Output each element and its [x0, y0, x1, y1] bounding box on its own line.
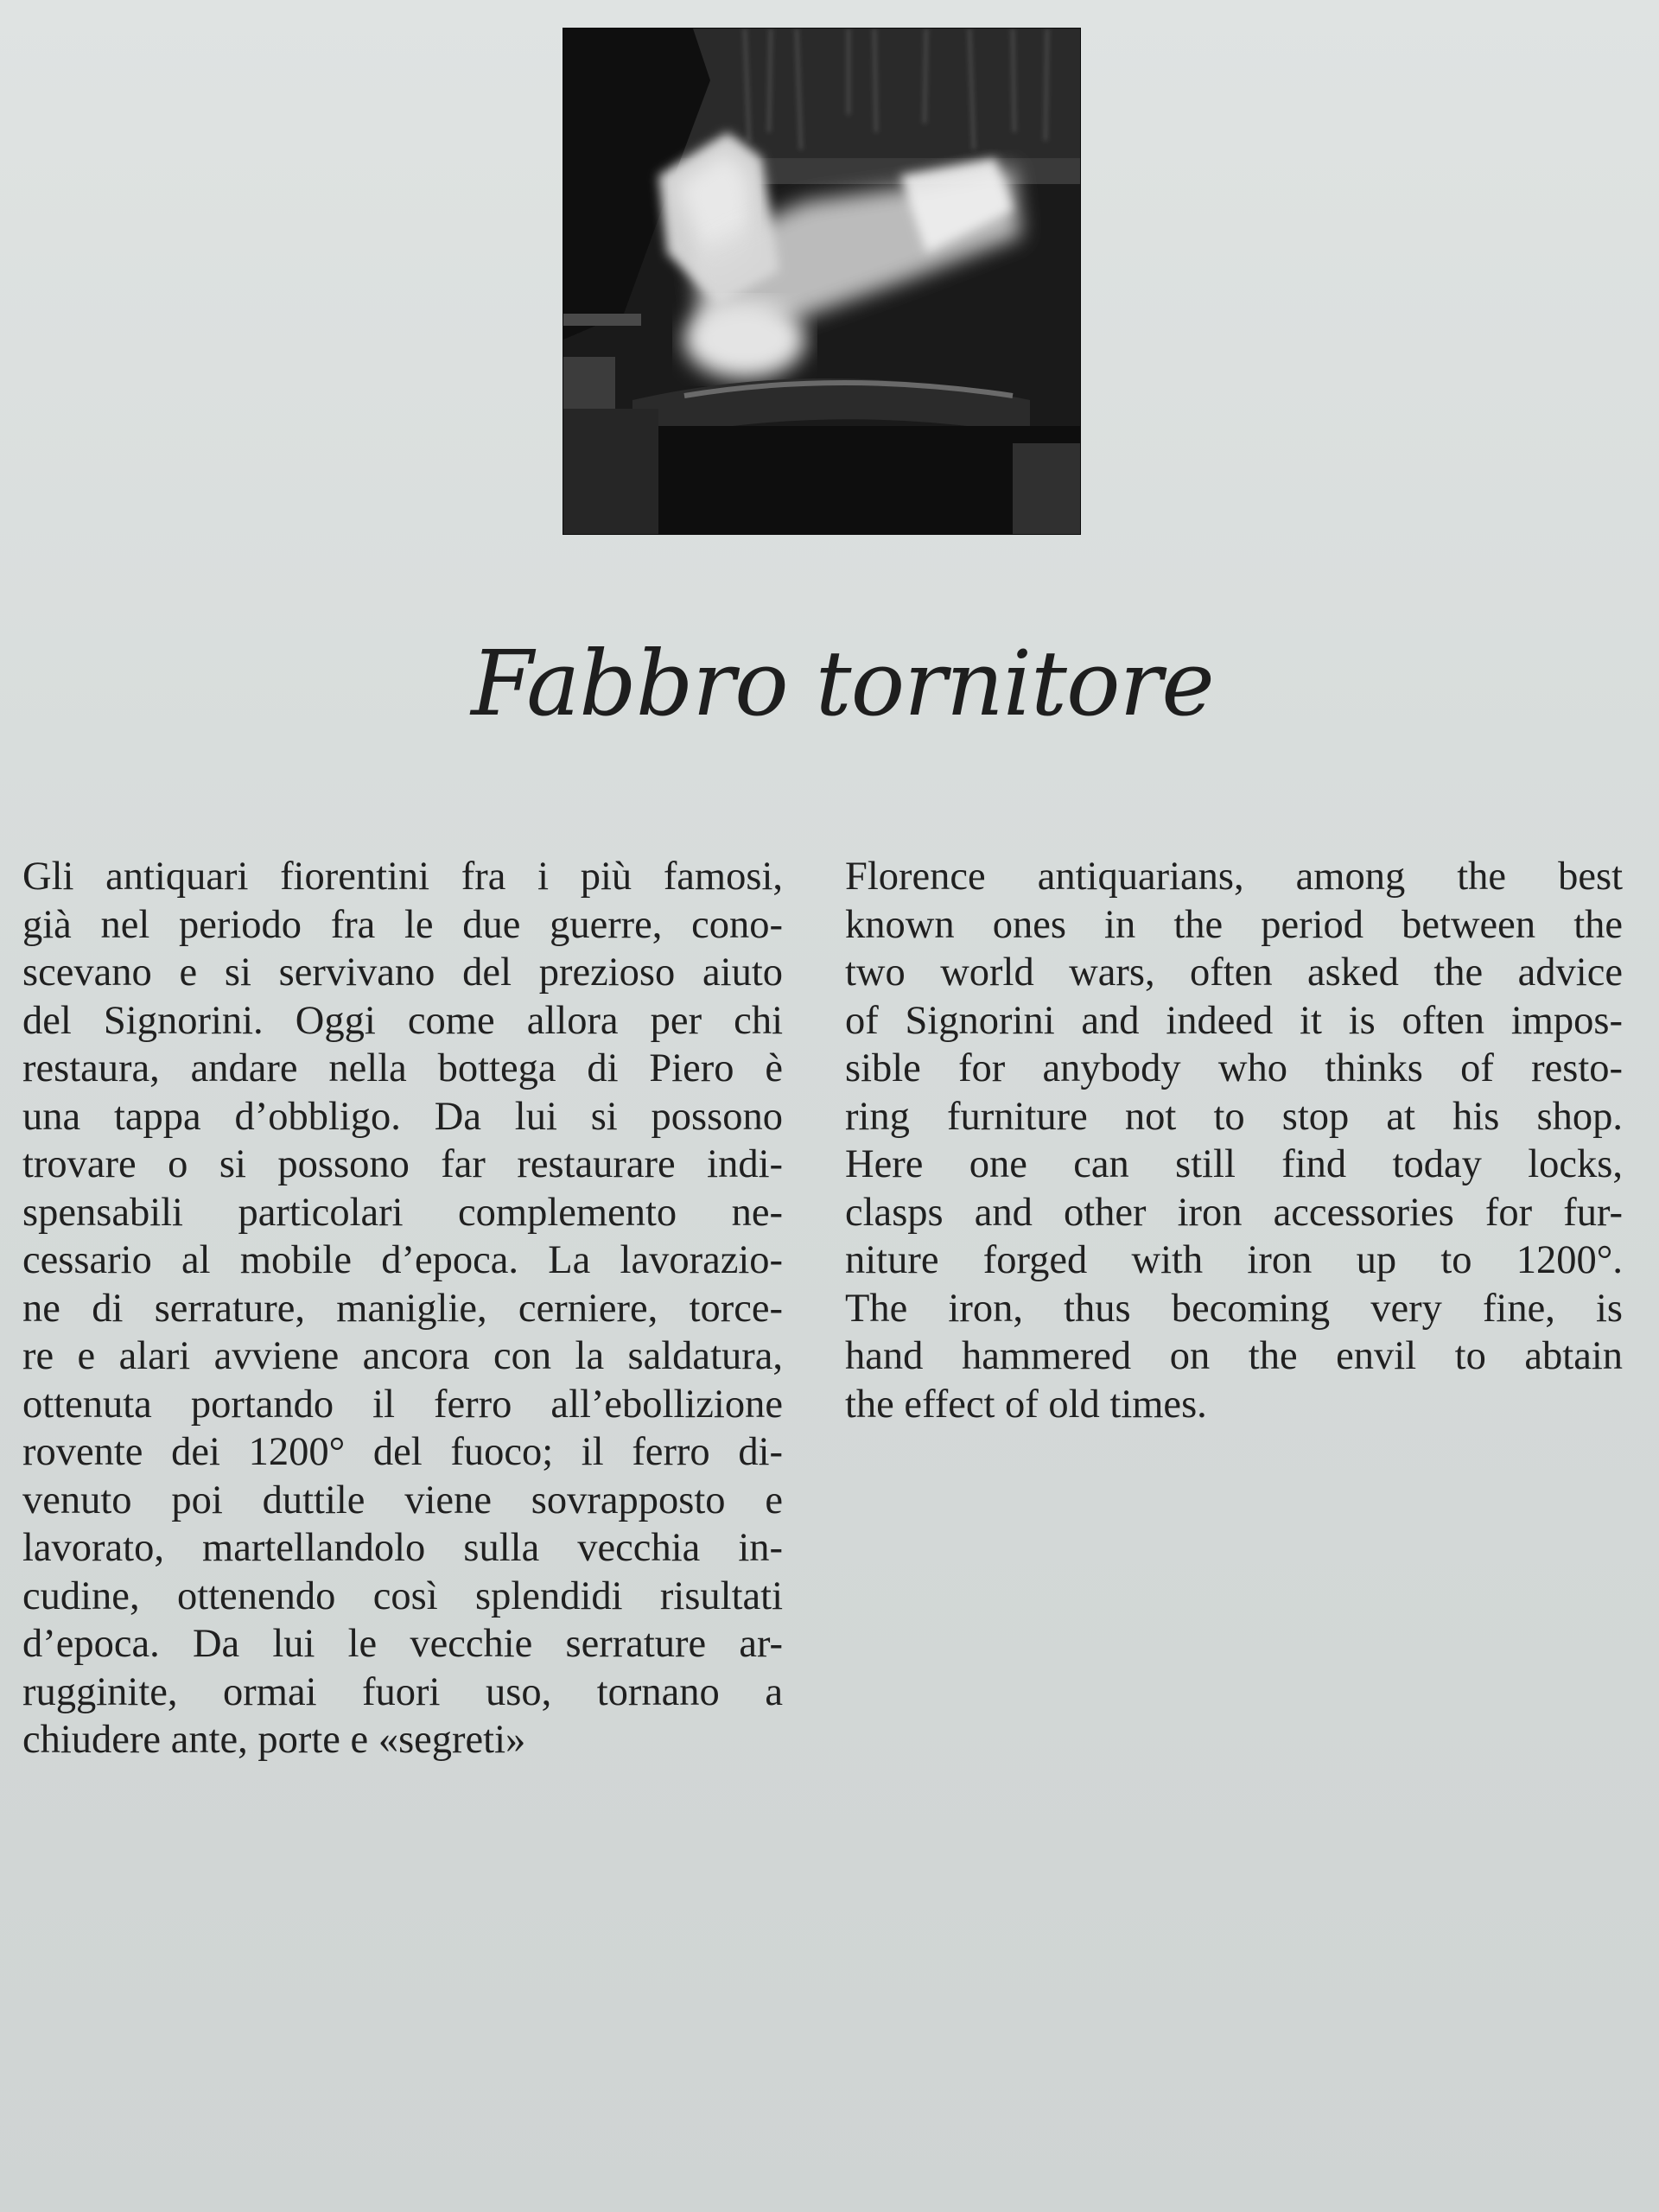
- text-line: sible for anybody who thinks of resto-: [845, 1046, 1623, 1090]
- text-line: clasps and other iron accessories for fur-: [845, 1190, 1623, 1235]
- text-line: Here one can still find today locks,: [845, 1142, 1623, 1186]
- text-line: scevano e si servivano del prezioso aiuto: [22, 950, 783, 995]
- text-line: lavorato, martellandolo sulla vecchia in-: [22, 1526, 783, 1570]
- text-line: cessario al mobile d’epoca. La lavorazio-: [22, 1238, 783, 1282]
- text-line: venuto poi duttile viene sovrapposto e: [22, 1478, 783, 1522]
- text-line: ring furniture not to stop at his shop.: [845, 1094, 1623, 1139]
- text-line: Florence antiquarians, among the best: [845, 855, 1623, 899]
- text-line: chiudere ante, porte e «segreti»: [22, 1718, 526, 1762]
- text-line: of Signorini and indeed it is often impos-: [845, 998, 1623, 1043]
- text-line: trovare o si possono far restaurare indi-: [22, 1142, 783, 1186]
- text-line: spensabili particolari complemento ne-: [22, 1190, 783, 1235]
- text-line: cudine, ottenendo così splendidi risultati: [22, 1573, 783, 1618]
- text-line: già nel periodo fra le due guerre, cono-: [22, 902, 783, 947]
- text-line: niture forged with iron up to 1200°.: [845, 1238, 1623, 1282]
- text-line: ne di serrature, maniglie, cerniere, torce-: [22, 1286, 783, 1331]
- text-line: ottenuta portando il ferro all’ebollizione: [22, 1382, 783, 1427]
- text-line: two world wars, often asked the advice: [845, 950, 1623, 995]
- text-line: rugginite, ormai fuori uso, tornano a: [22, 1669, 783, 1714]
- text-line: rovente dei 1200° del fuoco; il ferro di-: [22, 1430, 783, 1474]
- text-line: d’epoca. Da lui le vecchie serrature ar-: [22, 1622, 783, 1666]
- text-line: known ones in the period between the: [845, 902, 1623, 947]
- text-line: The iron, thus becoming very fine, is: [845, 1286, 1623, 1331]
- blacksmith-photo: [563, 29, 1080, 534]
- blacksmith-photo-image: [563, 29, 1080, 534]
- text-line: restaura, andare nella bottega di Piero è: [22, 1046, 783, 1090]
- italian-text-column: [22, 853, 783, 1764]
- text-line: una tappa d’obbligo. Da lui si possono: [22, 1094, 783, 1139]
- text-line: hand hammered on the envil to abtain: [845, 1334, 1623, 1378]
- text-line: Gli antiquari fiorentini fra i più famosi,: [22, 855, 783, 899]
- text-line: the effect of old times.: [845, 1382, 1207, 1427]
- text-line: re e alari avviene ancora con la saldatura,: [22, 1334, 783, 1378]
- page-title: Fabbro tornitore: [471, 631, 1214, 736]
- text-line: del Signorini. Oggi come allora per chi: [22, 998, 783, 1043]
- english-text-column: [845, 853, 1623, 1428]
